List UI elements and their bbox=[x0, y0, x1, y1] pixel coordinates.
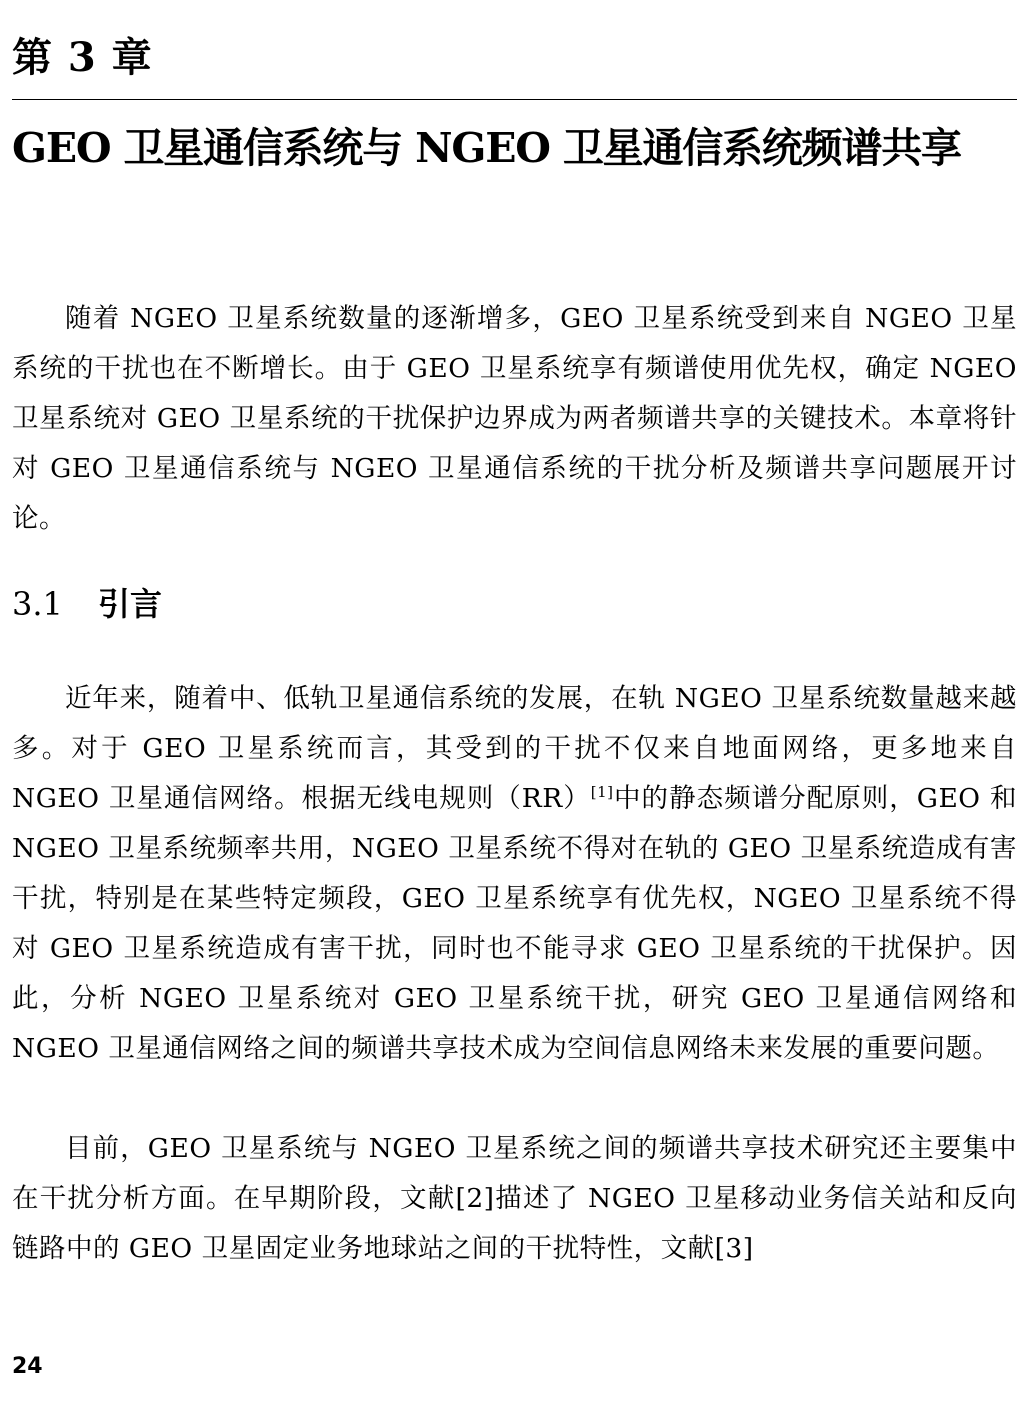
page-number: 24 bbox=[12, 1354, 43, 1379]
citation-reference: [1] bbox=[590, 783, 614, 801]
chapter-divider bbox=[12, 99, 1017, 100]
section-title: 引言 bbox=[98, 585, 163, 623]
paragraph-text: 近年来，随着中、低轨卫星通信系统的发展，在轨 NGEO 卫星系统数量越来越多。对于 GEO 卫星系统而言，其受到的干扰不仅来自地面网络，更多地来自 NGEO 卫星通信网络。根据无线电规则（RR） bbox=[12, 683, 1017, 814]
section-heading bbox=[12, 576, 162, 632]
body-paragraph bbox=[12, 674, 1017, 1074]
book-page bbox=[12, 0, 1017, 1401]
section-number: 3.1 bbox=[12, 585, 63, 623]
chapter-title: GEO 卫星通信系统与 NGEO 卫星通信系统频谱共享 bbox=[12, 124, 961, 172]
intro-paragraph: 随着 NGEO 卫星系统数量的逐渐增多，GEO 卫星系统受到来自 NGEO 卫星系统的干扰也在不断增长。由于 GEO 卫星系统享有频谱使用优先权，确定 NGEO 卫星系统对 GEO 卫星系统的干扰保护边界成为两者频谱共享的关键技术。本章将针对 GEO 卫星通信系统与 NGEO 卫星通信系统的干扰分析及频谱共享问题展开讨论。 bbox=[12, 303, 1017, 534]
paragraph-text: 中的静态频谱分配原则，GEO 和 NGEO 卫星系统频率共用，NGEO 卫星系统不得对在轨的 GEO 卫星系统造成有害干扰，特别是在某些特定频段，GEO 卫星系统享有优先权，NGEO 卫星系统不得对 GEO 卫星系统造成有害干扰，同时也不能寻求 GEO 卫星系统的干扰保护。因此，分析 NGEO 卫星系统对 GEO 卫星系统干扰，研究 GEO 卫星通信网络和 NGEO 卫星通信网络之间的频谱共享技术成为空间信息网络未来发展的重要问题。 bbox=[12, 783, 1017, 1064]
body-paragraph: 目前，GEO 卫星系统与 NGEO 卫星系统之间的频谱共享技术研究还主要集中在干扰分析方面。在早期阶段，文献[2]描述了 NGEO 卫星移动业务信关站和反向链路中的 GEO 卫星固定业务地球站之间的干扰特性，文献[3] bbox=[12, 1133, 1017, 1264]
chapter-label: 第 3 章 bbox=[12, 34, 153, 81]
